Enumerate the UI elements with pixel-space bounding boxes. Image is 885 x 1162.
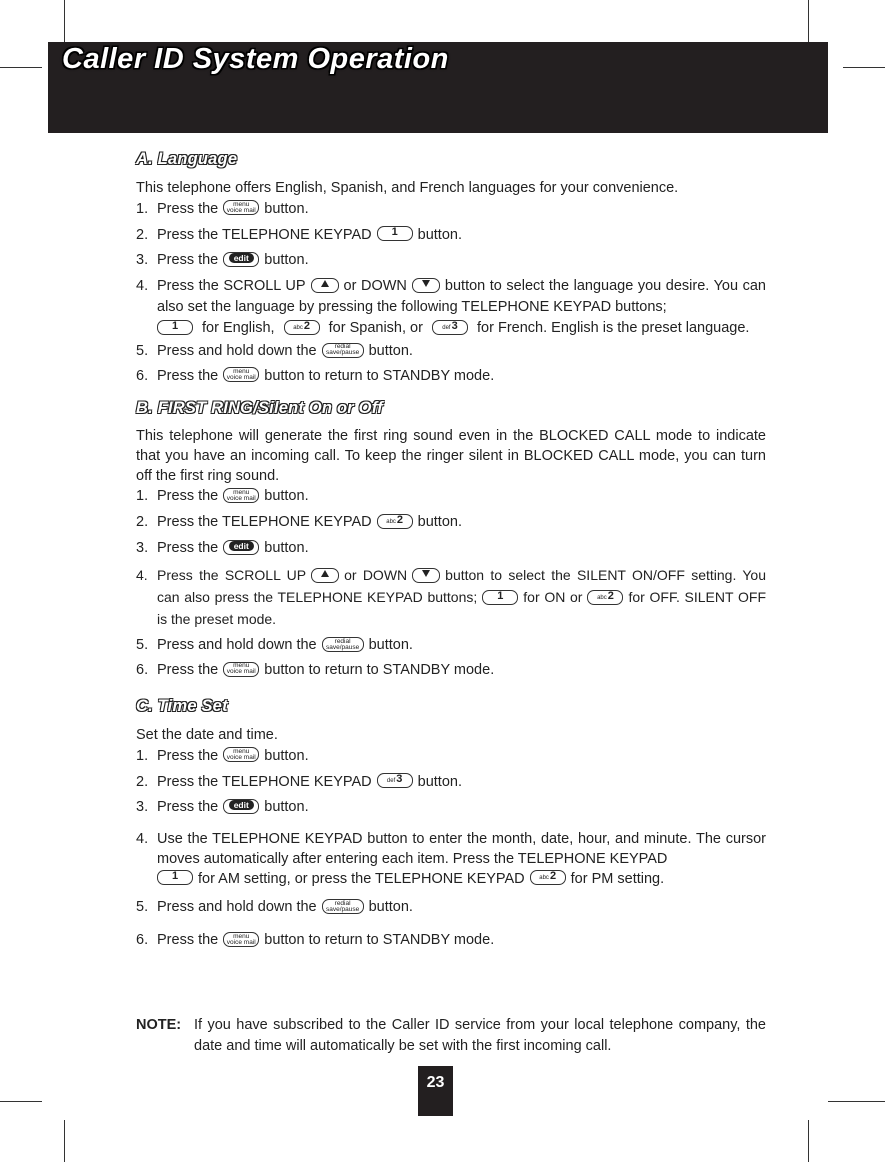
- section-intro: Set the date and time.: [136, 726, 278, 743]
- list-item: 1. Press the menu voice mail button.: [136, 488, 309, 505]
- keypad-2-icon: abc2: [377, 514, 413, 529]
- crop-mark: [0, 67, 42, 68]
- keypad-2-icon: abc2: [530, 870, 566, 885]
- list-item: 5. Press and hold down the redial save/pause button.: [136, 899, 413, 916]
- redial-save-pause-button-icon: redial save/pause: [322, 637, 364, 652]
- section-intro: This telephone offers English, Spanish, and French languages for your convenience.: [136, 179, 679, 196]
- menu-voicemail-button-icon: menu voice mail: [223, 200, 259, 215]
- list-item: 5. Press and hold down the redial save/pause button.: [136, 637, 413, 654]
- section-heading-language: A. Language: [136, 150, 238, 168]
- edit-button-icon: edit: [223, 540, 259, 555]
- list-item: 3. Press the edit button.: [136, 799, 309, 816]
- crop-mark: [808, 0, 809, 42]
- list-item: 1. Press the menu voice mail button.: [136, 200, 309, 217]
- edit-button-icon: edit: [223, 799, 259, 814]
- crop-mark: [64, 1120, 65, 1162]
- scroll-down-icon: [412, 568, 440, 583]
- list-item: 2. Press the TELEPHONE KEYPAD abc2 button.: [136, 513, 462, 531]
- crop-mark: [828, 1101, 885, 1102]
- keypad-3-icon: def3: [432, 320, 468, 335]
- list-item: 6. Press the menu voice mail button to return to STANDBY mode.: [136, 367, 495, 384]
- list-item: 1. Press the menu voice mail button.: [136, 747, 309, 764]
- keypad-3-icon: def3: [377, 773, 413, 788]
- list-item: 4. Press the SCROLL UP or DOWN button to select the language you desire. You can also set the language by pressing the following TELEPHONE KEYPAD buttons; 1 for English, abc2 for Spanish, or def3 for French. English is the preset language.: [136, 278, 766, 336]
- keypad-1-icon: 1: [377, 226, 413, 241]
- scroll-down-icon: [412, 278, 440, 293]
- note-block: [136, 1015, 766, 1057]
- menu-voicemail-button-icon: menu voice mail: [223, 367, 259, 382]
- crop-mark: [64, 0, 65, 42]
- keypad-1-icon: 1: [482, 590, 518, 605]
- keypad-2-icon: abc2: [587, 590, 623, 605]
- list-item: 4. Press the SCROLL UP or DOWN button to select the SILENT ON/OFF setting. You can also press the TELEPHONE KEYPAD buttons; 1 for ON or abc2 for OFF. SILENT OFF is the preset mode.: [136, 567, 766, 628]
- keypad-2-icon: abc2: [284, 320, 320, 335]
- redial-save-pause-button-icon: redial save/pause: [322, 899, 364, 914]
- keypad-1-icon: 1: [157, 870, 193, 885]
- menu-voicemail-button-icon: menu voice mail: [223, 662, 259, 677]
- scroll-up-icon: [311, 278, 339, 293]
- list-item: 2. Press the TELEPHONE KEYPAD def3 button.: [136, 773, 462, 790]
- main-content: [136, 148, 766, 951]
- steps-list-first-ring: [136, 486, 766, 681]
- section-intro: This telephone will generate the first ring sound even in the BLOCKED CALL mode to indicate that you have an incoming call. To keep the ringer silent in BLOCKED CALL mode, you can turn off the first ring sound.: [136, 428, 766, 485]
- section-heading-time-set: C. Time Set: [136, 697, 228, 716]
- crop-mark: [0, 1101, 42, 1102]
- menu-voicemail-button-icon: menu voice mail: [223, 932, 259, 947]
- section-heading-first-ring: B. FIRST RING/Silent On or Off: [136, 398, 383, 417]
- list-item: 5. Press and hold down the redial save/pause button.: [136, 342, 413, 359]
- list-item: 6. Press the menu voice mail button to return to STANDBY mode.: [136, 932, 495, 949]
- list-item: 3. Press the edit button.: [136, 540, 309, 557]
- list-item: 2. Press the TELEPHONE KEYPAD 1 button.: [136, 226, 462, 243]
- crop-mark: [843, 67, 885, 68]
- list-item: 4. Use the TELEPHONE KEYPAD button to enter the month, date, hour, and minute. The cursor moves automatically after entering each item. Press the TELEPHONE KEYPAD 1 for AM setting, or press the TELEPHONE KEYPAD abc2 for PM setting.: [136, 831, 766, 887]
- edit-button-icon: edit: [223, 252, 259, 267]
- steps-list-language: [136, 199, 766, 387]
- list-item: 6. Press the menu voice mail button to return to STANDBY mode.: [136, 662, 495, 679]
- note-label: NOTE:: [136, 1017, 182, 1033]
- page-number: 23: [418, 1066, 453, 1116]
- scroll-up-icon: [311, 568, 339, 583]
- crop-mark: [808, 1120, 809, 1162]
- redial-save-pause-button-icon: redial save/pause: [322, 343, 364, 358]
- steps-list-time-set: [136, 746, 766, 952]
- menu-voicemail-button-icon: menu voice mail: [223, 488, 259, 503]
- menu-voicemail-button-icon: menu voice mail: [223, 747, 259, 762]
- note-text: If you have subscribed to the Caller ID service from your local telephone company, the date and time will automatically be set with the first incoming call.: [194, 1017, 766, 1054]
- page-title: Caller ID System Operation: [62, 43, 449, 75]
- keypad-1-icon: 1: [157, 320, 193, 335]
- list-item: 3. Press the edit button.: [136, 252, 309, 269]
